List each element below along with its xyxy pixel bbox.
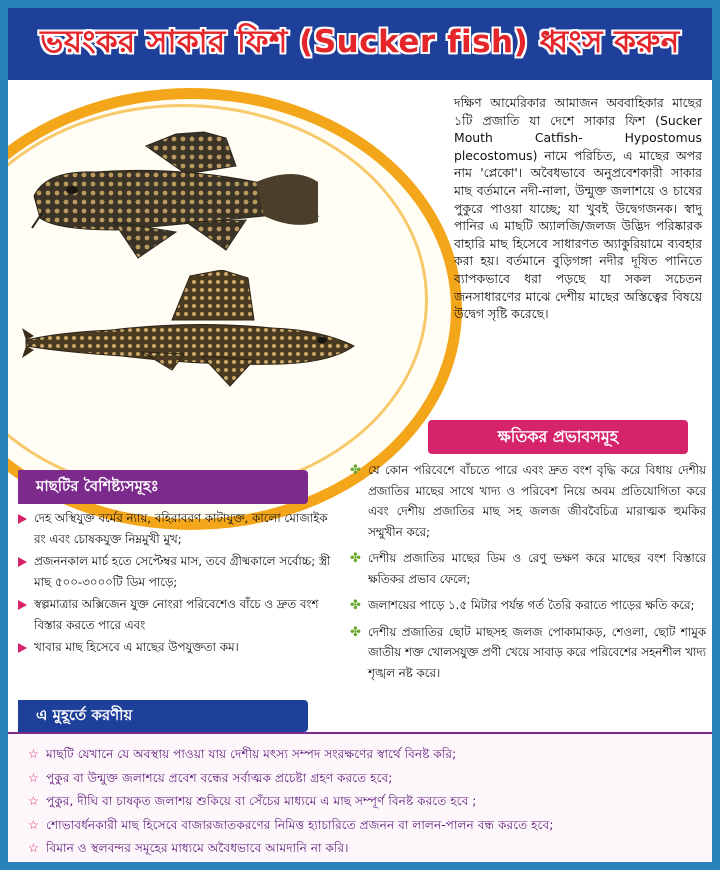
effects-list — [348, 460, 706, 689]
todo-heading: এ মুহূর্তে করণীয় — [18, 700, 308, 732]
intro-paragraph: দক্ষিণ আমেরিকার আমাজন অববাহিকার মাছের ১টি প্রজাতি যা দেশে সাকার ফিশ (Sucker Mouth Catfish- Hypostomus plecostomus) নামে পরিচিত, এ মাছের অপর নাম 'প্লেকো'। অবৈধভাবে অনুপ্রবেশকারী সাকার মাছ বর্তমানে নদী-নালা, উন্মুক্ত জলাশয়ে ও চাষের পুকুরে পাওয়া যাচ্ছে; যা খুবই উদ্বেগজনক। স্বাদু পানির এ মাছটি অ্যালজি/জলজ উদ্ভিদ পরিষ্কারক বাহারি মাছ হিসেবে সাধারণত অ্যাকুরিয়ামে ব্যবহার করা হয়। বর্তমানে বুড়িগঙ্গা নদীর দূষিত পানিতে ব্যাপকভাবে ধরা পড়ছে যা সকল সচেতন জনসাধারণের মাঝে দেশীয় মাছের অস্তিত্বের বিষয়ে উদ্বেগ সৃষ্টি করেছে। — [454, 95, 702, 322]
green-clover-icon: ✤ — [350, 551, 361, 566]
green-clover-icon: ✤ — [350, 463, 361, 478]
effects-heading: ক্ষতিকর প্রভাবসমূহ — [428, 420, 688, 454]
pink-arrow-icon — [18, 643, 27, 653]
star-icon: ☆ — [28, 747, 39, 761]
pink-arrow-icon — [18, 514, 27, 524]
sucker-fish-image-top — [26, 126, 326, 266]
page-title: ভয়ংকর সাকার ফিশ (Sucker fish) ধ্বংস করুন — [40, 24, 680, 60]
sucker-fish-image-bottom — [22, 270, 362, 390]
list-item: ☆ পুকুর বা উন্মুক্ত জলাশয়ে প্রবেশ বন্ধের সর্বাত্মক প্রচেষ্টা গ্রহণ করতে হবে; — [28, 767, 708, 791]
green-clover-icon: ✤ — [350, 624, 361, 640]
list-item: স্বল্পমাত্রার অক্সিজেন যুক্ত নোংরা পরিবেশেও বাঁচে ও দ্রুত বংশ বিস্তার করতে পারে এবং — [18, 594, 334, 635]
list-item: দেহ অস্থিযুক্ত বর্মের ন্যায়, বহিরাবরণ কাটাযুক্ত, কালো মোজাইক রং এবং চোষকযুক্ত নিম্নমুখী মুখ; — [18, 508, 334, 549]
features-list — [18, 508, 334, 660]
features-heading: মাছটির বৈশিষ্ট্যসমূহঃ — [18, 470, 308, 504]
star-icon: ☆ — [28, 817, 39, 832]
list-item: ☆ মাছটি যেখানে যে অবস্থায় পাওয়া যায় দেশীয় মৎস্য সম্পদ সংরক্ষণের স্বার্থে বিনষ্ট করি; — [28, 743, 708, 767]
list-item: ✤ জলাশয়ের পাড়ে ১.৫ মিটার পর্যন্ত গর্ত তৈরি করাতে পাড়ের ক্ষতি করে; — [350, 598, 695, 613]
list-item: ☆ পুকুর, দীঘি বা চাষকৃত জলাশয় শুকিয়ে বা সেঁচের মাধ্যমে এ মাছ সম্পূর্ণ বিনষ্ট করতে হবে ; — [28, 790, 708, 814]
list-item: ☆ শোভাবর্ধনকারী মাছ হিসেবে বাজারজাতকরণের নিমিত্ত হ্যাচারিতে প্রজনন বা লালন-পালন বন্ধ করতে হবে; — [28, 814, 708, 838]
list-item: ✤ যে কোন পরিবেশে বাঁচতে পারে এবং দ্রুত বংশ বৃদ্ধি করে বিধায় দেশীয় প্রজাতির মাছের সাথে খাদ্য ও পরিবেশ নিয়ে অবম প্রতিযোগিতা করে এবং দেশীয় প্রজাতির মাছ সহ জলজ জীববৈচিত্র মারাত্মক হুমকির সম্মুখীন করে; — [350, 463, 706, 539]
poster — [8, 8, 712, 862]
star-icon: ☆ — [28, 770, 39, 785]
list-item: ✤ দেশীয় প্রজাতির মাছের ডিম ও রেণু ভক্ষণ করে মাছের বংশ বিস্তারে ক্ষতিকর প্রভাব ফেলে; — [350, 551, 706, 586]
list-item: ✤ দেশীয় প্রজাতির ছোট মাছসহ জলজ পোকামাকড়, শেওলা, ছোট শামুক জাতীয় শক্ত খোলসযুক্ত প্রণী খেয়ে সাবাড় করে পরিবেশের সহনশীল খাদ্য শৃঙ্খল নষ্ট করে। — [350, 624, 706, 680]
green-clover-icon: ✤ — [350, 598, 361, 613]
list-item: খাবার মাছ হিসেবে এ মাছের উপযুক্ততা কম। — [18, 637, 334, 658]
pink-arrow-icon — [18, 600, 27, 610]
list-item: ☆ বিমান ও স্থলবন্দর সমূহের মাধ্যমে অবৈধভাবে আমদানি না করি। — [28, 837, 708, 861]
star-icon: ☆ — [28, 841, 39, 855]
todo-list — [28, 743, 708, 861]
star-icon: ☆ — [28, 794, 39, 808]
list-item: প্রজননকাল মার্চ হতে সেপ্টেম্বর মাস, তবে গ্রীষ্মকালে সর্বোচ্চ; স্ত্রী মাছ ৫০০-৩০০০টি ডিম পাড়ে; — [18, 551, 334, 592]
pink-arrow-icon — [18, 557, 27, 567]
